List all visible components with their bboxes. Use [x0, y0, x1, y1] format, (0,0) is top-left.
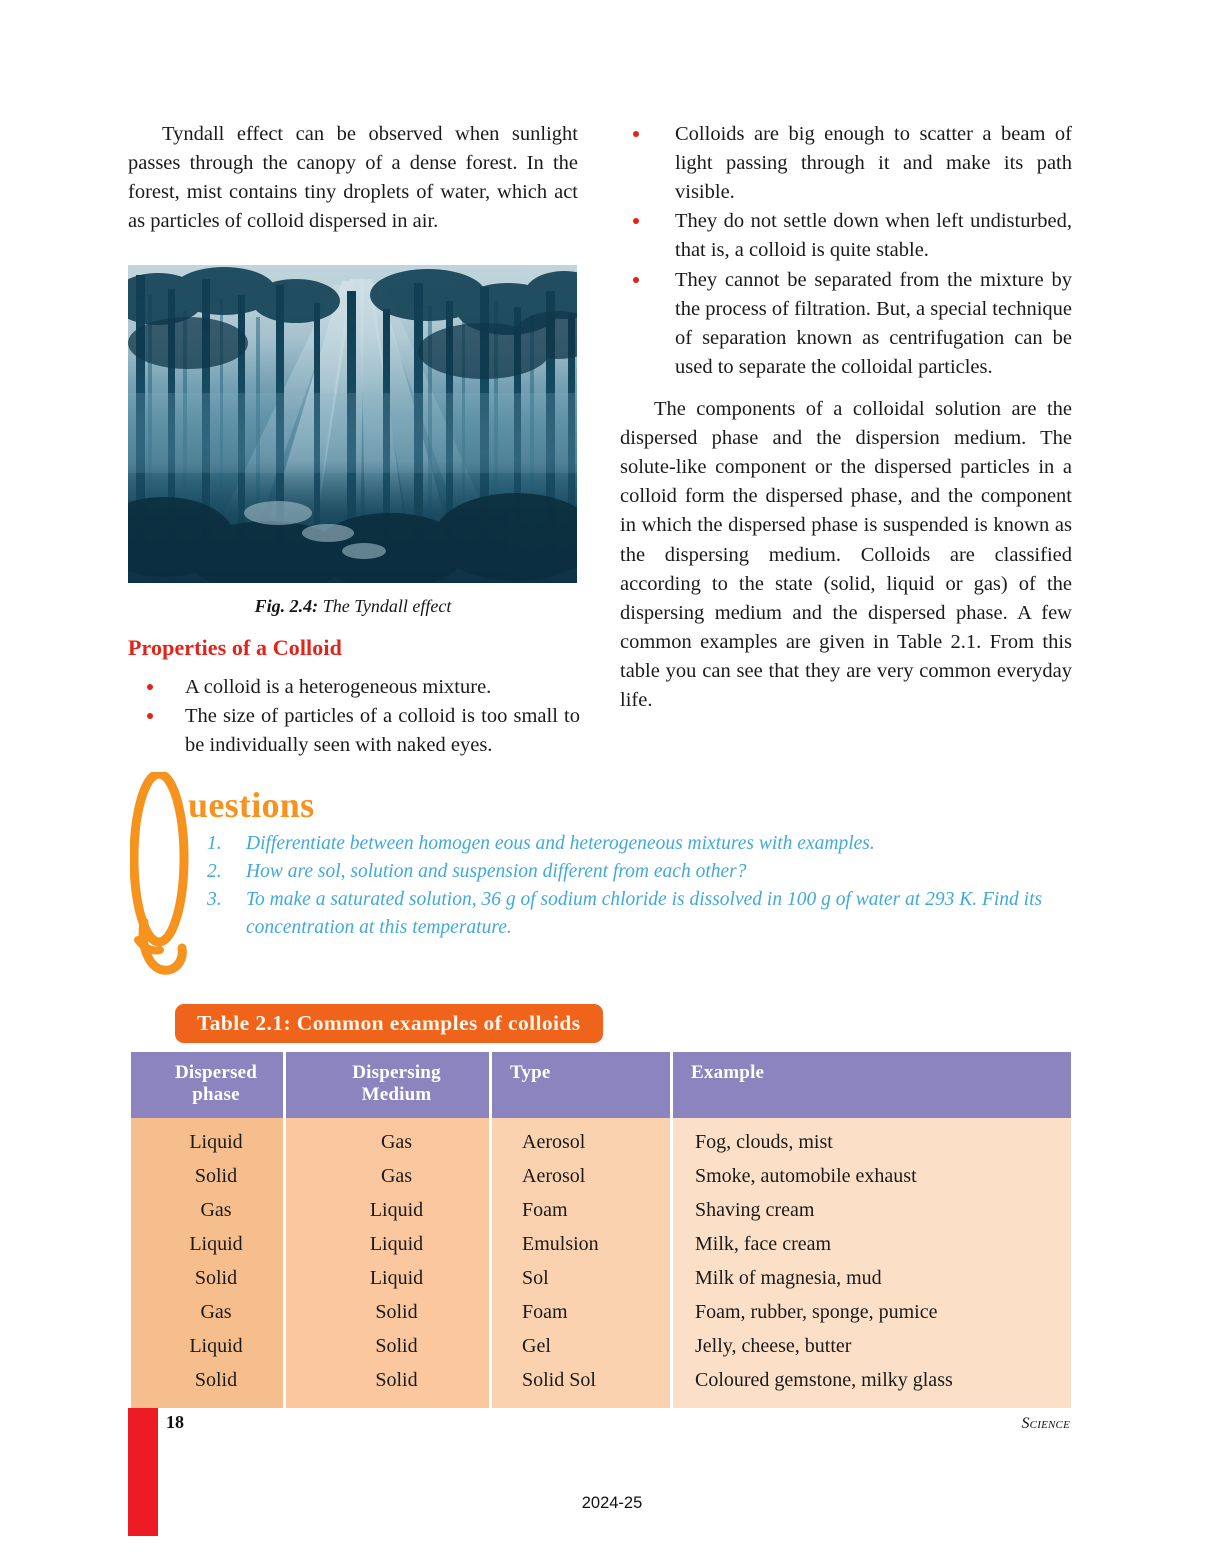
header-line-1: Example	[691, 1062, 765, 1083]
cell-dispersed-phase: Gas	[131, 1194, 283, 1228]
cell-dispersing-medium: Solid	[286, 1364, 489, 1409]
table-row	[131, 1330, 1071, 1364]
cell-dispersed-phase: Gas	[131, 1296, 283, 1330]
questions-section	[130, 772, 1080, 992]
cell-type: Foam	[492, 1296, 670, 1330]
header-line-2: phase	[192, 1084, 240, 1105]
page-section-heading: Properties of a Colloid	[128, 635, 342, 660]
cell-dispersing-medium: Liquid	[286, 1194, 489, 1228]
table-body	[131, 1118, 1071, 1408]
cell-type: Aerosol	[492, 1118, 670, 1160]
cell-dispersing-medium: Gas	[286, 1160, 489, 1194]
question-item	[202, 886, 1080, 942]
cell-type: Sol	[492, 1262, 670, 1296]
cell-dispersed-phase: Solid	[131, 1364, 283, 1409]
cell-dispersing-medium: Liquid	[286, 1228, 489, 1262]
forest-photo	[128, 265, 577, 583]
page-number: 18	[166, 1412, 184, 1432]
cell-type: Foam	[492, 1194, 670, 1228]
figure-caption-text: The Tyndall effect	[322, 596, 452, 616]
cell-dispersed-phase: Solid	[131, 1160, 283, 1194]
bullet-dot-icon	[633, 131, 639, 137]
list-item-text: A colloid is a heterogeneous mixture.	[185, 676, 492, 698]
list-item	[128, 673, 580, 702]
figure-caption	[128, 596, 578, 617]
colloid-components-paragraph: The components of a colloidal solution are the dispersed phase and the dispersion medium. The solute-like component or the dispersed particles in a colloid form the dispersed phase, and the component in which the dispersed phase is suspended is known as the dispersing medium. Colloids are classified according to the state (solid, liquid or gas) of the dispersing medium and the dispersed phase. A few common examples are given in Table 2.1. From this table you can see that they are very common everyday life.	[620, 397, 1072, 712]
table-header-type	[492, 1052, 670, 1118]
footer-red-bar	[128, 1408, 158, 1536]
cell-example: Jelly, cheese, butter	[673, 1330, 1071, 1364]
table-row	[131, 1262, 1071, 1296]
list-item-text: They cannot be separated from the mixture by the process of filtration. But, a special technique of separation known as centrifugation can be used to separate the colloidal particles.	[675, 268, 1072, 378]
cell-type: Gel	[492, 1330, 670, 1364]
colloid-properties-bullet-list	[620, 120, 1072, 382]
table-header-dispersing-medium	[286, 1052, 489, 1118]
cell-example: Fog, clouds, mist	[673, 1118, 1071, 1160]
bullet-dot-icon	[633, 277, 639, 283]
list-item	[620, 120, 1072, 207]
cell-dispersing-medium: Solid	[286, 1330, 489, 1364]
figure-tyndall-effect	[128, 265, 577, 583]
list-item	[620, 266, 1072, 382]
header-line-2: Medium	[361, 1084, 432, 1105]
list-item-text: Colloids are big enough to scatter a beam of light passing through it and make its path visible.	[675, 123, 1072, 204]
list-item-text: The size of particles of a colloid is too small to be individually seen with naked eyes.	[185, 705, 580, 757]
properties-bullet-list	[128, 673, 580, 760]
cell-dispersed-phase: Liquid	[131, 1118, 283, 1160]
cell-dispersing-medium: Solid	[286, 1296, 489, 1330]
cell-dispersed-phase: Solid	[131, 1262, 283, 1296]
cell-type: Aerosol	[492, 1160, 670, 1194]
question-number: 1.	[207, 833, 222, 854]
table-header-example	[673, 1052, 1071, 1118]
table-row	[131, 1296, 1071, 1330]
question-text: How are sol, solution and suspension different from each other?	[246, 860, 747, 882]
list-item	[620, 207, 1072, 265]
right-column	[620, 120, 1072, 715]
question-item	[202, 858, 1080, 886]
question-number: 3.	[207, 888, 222, 910]
questions-heading	[188, 784, 314, 826]
question-text: Differentiate between homogen eous and heterogeneous mixtures with examples.	[246, 833, 875, 854]
colloids-table	[128, 1052, 1074, 1408]
cell-example: Foam, rubber, sponge, pumice	[673, 1296, 1071, 1330]
table-row	[131, 1194, 1071, 1228]
table-row	[131, 1160, 1071, 1194]
header-line-1: Dispersed	[174, 1062, 258, 1083]
table-row	[131, 1364, 1071, 1409]
bullet-dot-icon	[147, 684, 153, 690]
figure-label: Fig. 2.4:	[254, 596, 319, 616]
table-header-row	[131, 1052, 1071, 1118]
cell-type: Solid Sol	[492, 1364, 670, 1409]
question-text: To make a saturated solution, 36 g of sodium chloride is dissolved in 100 g of water at 293 K. Find its concentration at this temperature.	[246, 888, 1043, 938]
table-row	[131, 1118, 1071, 1160]
table-title-banner: Table 2.1: Common examples of colloids	[175, 1004, 603, 1043]
left-column	[128, 120, 578, 236]
bullet-dot-icon	[147, 713, 153, 719]
cell-example: Coloured gemstone, milky glass	[673, 1364, 1071, 1409]
list-item-text: They do not settle down when left undisturbed, that is, a colloid is quite stable.	[675, 210, 1072, 262]
bullet-dot-icon	[633, 218, 639, 224]
table-header-dispersed-phase	[131, 1052, 283, 1118]
list-item	[128, 702, 580, 760]
question-item	[202, 830, 1080, 858]
header-line-1: Dispersing	[352, 1062, 441, 1083]
cell-example: Milk of magnesia, mud	[673, 1262, 1071, 1296]
cell-example: Smoke, automobile exhaust	[673, 1160, 1071, 1194]
book-name-footer: Science	[1021, 1415, 1070, 1432]
question-number: 2.	[207, 860, 222, 882]
cell-dispersed-phase: Liquid	[131, 1228, 283, 1262]
edition-year: 2024-25	[581, 1494, 643, 1512]
cell-dispersed-phase: Liquid	[131, 1330, 283, 1364]
cell-dispersing-medium: Gas	[286, 1118, 489, 1160]
cell-type: Emulsion	[492, 1228, 670, 1262]
questions-list	[202, 830, 1080, 942]
intro-paragraph: Tyndall effect can be observed when sunlight passes through the canopy of a dense forest. In the forest, mist contains tiny droplets of water, which act as particles of colloid dispersed in air.	[128, 123, 578, 233]
table-row	[131, 1228, 1071, 1262]
questions-heading-text: uestions	[188, 785, 315, 825]
cell-example: Milk, face cream	[673, 1228, 1071, 1262]
header-line-1: Type	[510, 1062, 551, 1083]
cell-dispersing-medium: Liquid	[286, 1262, 489, 1296]
cell-example: Shaving cream	[673, 1194, 1071, 1228]
